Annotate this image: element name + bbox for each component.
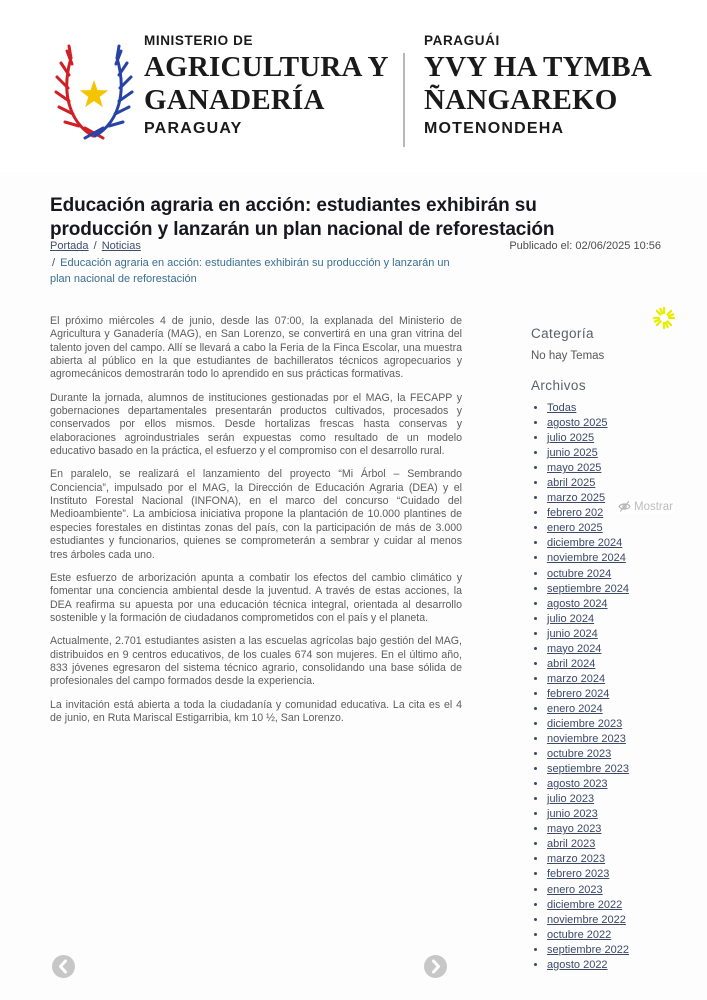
archive-link[interactable]: enero 2025 (547, 522, 603, 535)
archive-link[interactable]: agosto 2023 (547, 778, 608, 791)
next-page-button[interactable] (424, 955, 447, 978)
show-overlay-button[interactable] (616, 500, 675, 513)
archive-item (547, 958, 703, 973)
archive-item (547, 867, 703, 882)
brand-guarani (424, 31, 652, 140)
archive-item (547, 567, 703, 582)
archive-link[interactable]: agosto 2022 (547, 958, 608, 971)
archive-link[interactable]: septiembre 2024 (547, 582, 629, 595)
archive-item (547, 672, 703, 687)
archive-link[interactable]: enero 2023 (547, 883, 603, 896)
breadcrumb-current: Educación agraria en acción: estudiantes exhibirán su producción y lanzarán un plan nacional de reforestación (50, 256, 450, 285)
page-title: Educación agraria en acción: estudiantes exhibirán su producción y lanzarán un plan nacional de reforestación (50, 194, 555, 240)
archive-link[interactable]: junio 2025 (547, 447, 598, 460)
article-paragraph: Actualmente, 2.701 estudiantes asisten a las escuelas agrícolas bajo gestión del MAG, distribuidos en 9 centros educativos, de los cuales 674 son mujeres. En el último año, 833 jóvenes egresaron del sistema técnico agrario, consolidando una base sólida de profesionales del campo formados desde la experiencia. (50, 635, 462, 688)
archive-link[interactable]: noviembre 2023 (547, 733, 626, 746)
archive-item (547, 627, 703, 642)
archive-item (547, 476, 703, 491)
star-icon (80, 80, 109, 107)
archive-link[interactable]: agosto 2024 (547, 597, 608, 610)
archive-item (547, 521, 703, 536)
brand-title-line2: ÑANGAREKO (424, 84, 618, 116)
archive-link[interactable]: marzo 2024 (547, 672, 606, 685)
archive-link[interactable]: abril 2025 (547, 477, 596, 490)
archive-link[interactable]: marzo 2023 (547, 853, 606, 866)
yellow-burst-icon (652, 306, 676, 330)
archive-item (547, 551, 703, 566)
archive-item (547, 913, 703, 928)
paraguay-wreath-logo-icon (53, 34, 135, 146)
archive-item (547, 928, 703, 943)
archive-link[interactable]: mayo 2025 (547, 462, 602, 475)
brand-eyebrow: MINISTERIO DE (144, 33, 254, 48)
sidebar (531, 326, 703, 973)
archive-link[interactable]: diciembre 2024 (547, 537, 623, 550)
archive-link[interactable]: mayo 2024 (547, 642, 602, 655)
archive-link[interactable]: julio 2024 (547, 612, 595, 625)
archive-item (547, 431, 703, 446)
archive-item (547, 837, 703, 852)
archive-link[interactable]: junio 2024 (547, 627, 598, 640)
brand-footer: PARAGUAY (144, 120, 243, 137)
breadcrumb-separator: / (52, 256, 56, 269)
archive-item (547, 943, 703, 958)
archive-link[interactable]: enero 2024 (547, 702, 603, 715)
archive-item (547, 401, 703, 416)
archive-item (547, 852, 703, 867)
archive-item (547, 702, 703, 717)
chevron-right-icon (424, 955, 447, 978)
brand-title-line2: GANADERÍA (144, 84, 325, 116)
archive-item (547, 416, 703, 431)
article-paragraph: La invitación está abierta a toda la ciudadanía y comunidad educativa. La cita es el 4 de junio, en Ruta Mariscal Estigarribia, km 10 ½, San Lorenzo. (50, 698, 462, 724)
archive-link[interactable]: noviembre 2022 (547, 913, 626, 926)
archive-item (547, 747, 703, 762)
archive-item (547, 807, 703, 822)
archive-link[interactable]: octubre 2023 (547, 748, 612, 761)
brand-spanish (144, 31, 389, 140)
breadcrumb (50, 238, 450, 288)
category-heading: Categoría (531, 326, 594, 341)
archive-link[interactable]: febrero 2024 (547, 687, 610, 700)
category-empty-text: No hay Temas (531, 350, 605, 362)
article-paragraph: En paralelo, se realizará el lanzamiento del proyecto “Mi Árbol – Sembrando Conciencia”, impulsado por el MAG, la Dirección de Educación Agraria (DEA) y el Instituto Forestal Nacional (INFONA), en el marco del concurso “Cuidado del Medioambiente”. La ambiciosa iniciativa propone la plantación de 10.000 plantines de especies forestales en distintas zonas del país, con la participación de más de 3.000 estudiantes y funcionarios, quienes se comprometerán a sembrar y cuidar al menos tres árboles cada uno. (50, 468, 462, 561)
archive-item (547, 461, 703, 476)
archive-link[interactable]: junio 2023 (547, 808, 598, 821)
brand-divider (403, 53, 405, 147)
archive-link[interactable]: octubre 2024 (547, 567, 612, 580)
breadcrumb-section-link[interactable]: Noticias (101, 240, 141, 252)
archive-item (547, 687, 703, 702)
archive-link[interactable]: julio 2025 (547, 432, 595, 445)
archive-item (547, 612, 703, 627)
archive-link[interactable]: abril 2023 (547, 838, 596, 851)
show-overlay-label: Mostrar (634, 500, 673, 513)
archive-item (547, 883, 703, 898)
archive-item (547, 597, 703, 612)
archive-item (547, 792, 703, 807)
article-paragraph: Durante la jornada, alumnos de instituciones gestionadas por el MAG, la FECAPP y gobernaciones departamentales presentarán productos cultivados, procesados y conservados por ellos mismos. Desde hortalizas frescas hasta conservas y elaboraciones agroindustriales serán expuestas como resultado de un modelo educativo basado en la práctica, el esfuerzo y el compromiso con el desarrollo rural. (50, 391, 462, 458)
archive-item (547, 657, 703, 672)
archives-list (531, 401, 703, 973)
archive-item (547, 717, 703, 732)
archive-link[interactable]: febrero 202 (547, 507, 604, 520)
archive-link[interactable]: octubre 2022 (547, 928, 612, 941)
breadcrumb-home-link[interactable]: Portada (50, 240, 89, 252)
archive-link[interactable]: septiembre 2023 (547, 763, 629, 776)
site-header (0, 0, 707, 172)
archive-link[interactable]: marzo 2025 (547, 492, 606, 505)
archive-link[interactable]: agosto 2025 (547, 417, 608, 430)
archive-item (547, 732, 703, 747)
archive-link[interactable]: abril 2024 (547, 657, 596, 670)
article-body (50, 315, 462, 735)
chevron-left-icon (52, 955, 75, 978)
article-paragraph: El próximo miércoles 4 de junio, desde las 07:00, la explanada del Ministerio de Agricultura y Ganadería (MAG), en San Lorenzo, se convertirá en una gran vitrina del talento joven del campo. Allí se llevará a cabo la Feria de la Finca Escolar, una muestra abierta al público en la que estudiantes de bachilleratos técnicos agropecuarios y agromecánicos demostrarán todo lo aprendido en sus prácticas formativas. (50, 315, 462, 381)
archive-link[interactable]: Todas (547, 402, 577, 414)
brand-eyebrow: PARAGUÁI (424, 33, 500, 48)
archive-link[interactable]: diciembre 2022 (547, 898, 623, 911)
breadcrumb-separator: / (93, 240, 97, 252)
archive-item (547, 446, 703, 461)
article-paragraph: Este esfuerzo de arborización apunta a combatir los efectos del cambio climático y fomentar una conciencia ambiental desde la juventud. A través de estas acciones, la DEA reafirma su apuesta por una educación técnica integral, orientada al desarrollo sostenible y la formación de ciudadanos comprometidos con el país y el planeta. (50, 571, 462, 624)
brand-title-line1: AGRICULTURA Y (144, 51, 389, 83)
archive-item (547, 536, 703, 551)
archive-link[interactable]: septiembre 2022 (547, 943, 629, 956)
archives-heading: Archivos (531, 378, 586, 393)
prev-page-button[interactable] (52, 955, 75, 978)
brand-title-line1: YVY HA TYMBA (424, 51, 652, 83)
archive-item (547, 582, 703, 597)
archive-link[interactable]: febrero 2023 (547, 868, 610, 881)
archive-link[interactable]: noviembre 2024 (547, 552, 626, 565)
archive-item (547, 777, 703, 792)
eye-off-icon (618, 500, 631, 513)
archive-item (547, 642, 703, 657)
archive-item (547, 822, 703, 837)
archive-link[interactable]: julio 2023 (547, 793, 595, 806)
archive-link[interactable]: diciembre 2023 (547, 717, 623, 730)
brand-footer: MOTENONDEHA (424, 120, 565, 137)
archive-item (547, 762, 703, 777)
archive-item (547, 898, 703, 913)
archive-link[interactable]: mayo 2023 (547, 823, 602, 836)
published-date: Publicado el: 02/06/2025 10:56 (509, 240, 661, 252)
